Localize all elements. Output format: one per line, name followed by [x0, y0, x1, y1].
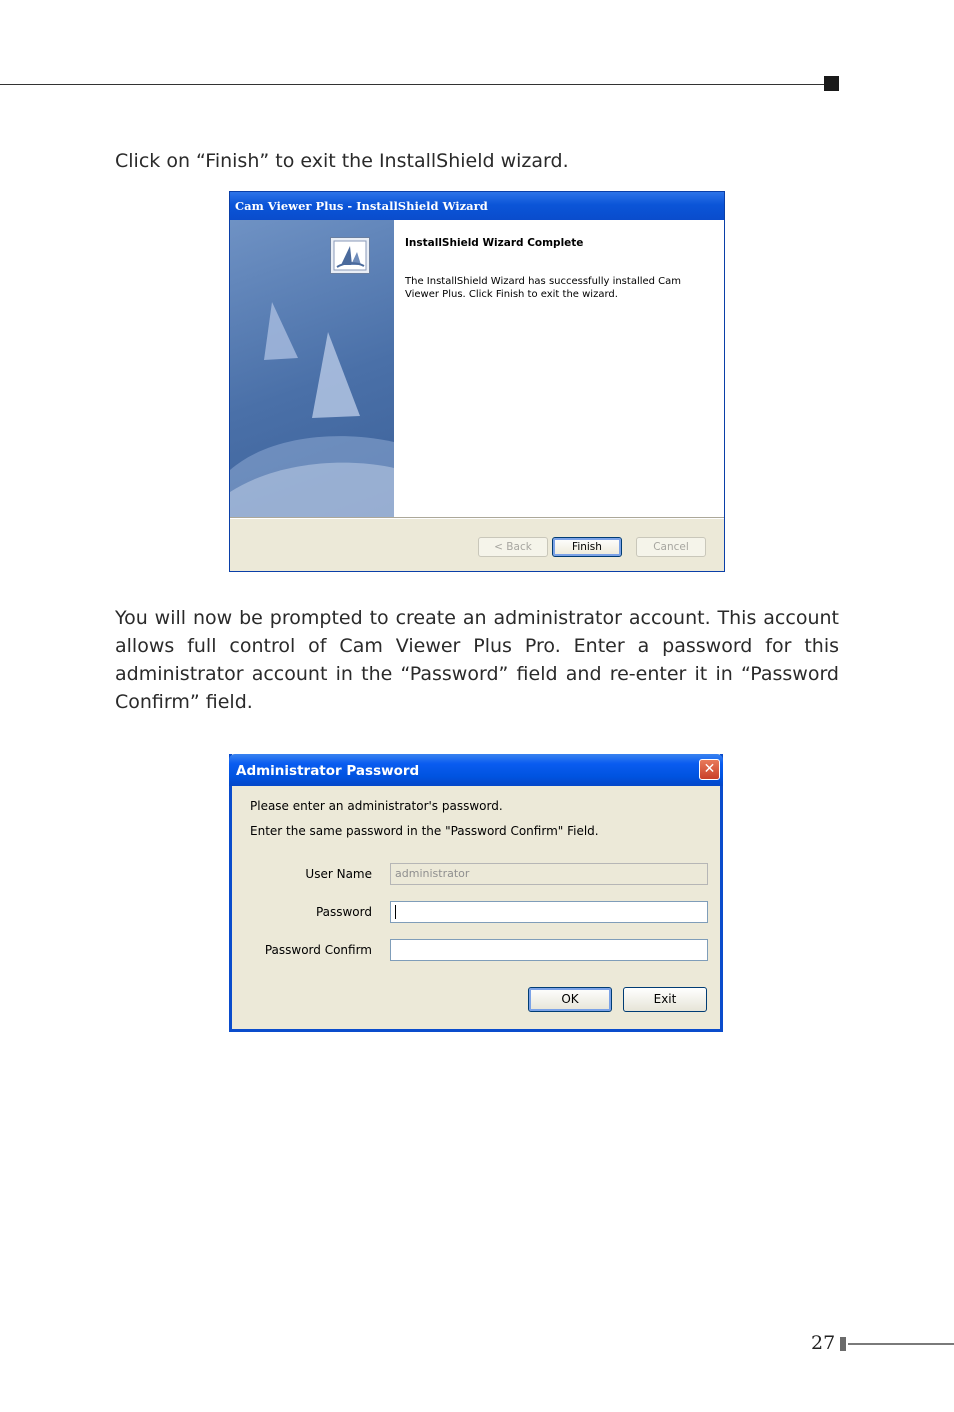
wizard-separator	[230, 517, 724, 519]
instruction-line-2: Enter the same password in the "Password Confirm" Field.	[250, 824, 599, 838]
installshield-logo-icon	[330, 237, 370, 274]
text-cursor	[395, 905, 396, 919]
wizard-message: The InstallShield Wizard has successfully installed Cam Viewer Plus. Click Finish to exit the wizard.	[405, 276, 682, 300]
password-confirm-field[interactable]	[390, 939, 708, 961]
intro-paragraph: Click on “Finish” to exit the InstallShield wizard.	[115, 150, 569, 172]
user-name-label: User Name	[305, 867, 372, 881]
back-button[interactable]: < Back	[478, 537, 548, 557]
admin-dialog-title: Administrator Password	[236, 763, 420, 779]
admin-paragraph: You will now be prompted to create an administrator account. This account allows full control of Cam Viewer Plus Pro. Enter a password for this administrator account in the “Password” field and re-enter it in “Password Confirm” field.	[115, 607, 839, 713]
installshield-title-bar	[230, 192, 724, 220]
installshield-title: Cam Viewer Plus - InstallShield Wizard	[235, 199, 488, 213]
exit-button[interactable]: Exit	[623, 987, 707, 1012]
page-number: 27	[811, 1332, 836, 1354]
finish-button[interactable]: Finish	[552, 537, 622, 557]
footer-rule	[848, 1343, 954, 1345]
user-name-field: administrator	[390, 863, 708, 885]
password-label: Password	[315, 905, 372, 919]
header-rule	[0, 84, 826, 85]
header-square-marker	[824, 76, 839, 91]
password-confirm-label: Password Confirm	[264, 943, 372, 957]
installshield-dialog	[229, 191, 725, 572]
admin-title-bar	[229, 754, 723, 786]
wizard-content-panel	[394, 220, 724, 517]
ok-button[interactable]: OK	[528, 987, 612, 1012]
password-field[interactable]	[390, 901, 708, 923]
wizard-heading: InstallShield Wizard Complete	[405, 237, 584, 249]
close-icon[interactable]: ✕	[699, 759, 720, 780]
cancel-button[interactable]: Cancel	[636, 537, 706, 557]
admin-password-dialog	[229, 754, 723, 1032]
wizard-side-art	[230, 220, 394, 517]
footer-marker	[840, 1337, 846, 1351]
instruction-line-1: Please enter an administrator's password.	[250, 799, 503, 813]
